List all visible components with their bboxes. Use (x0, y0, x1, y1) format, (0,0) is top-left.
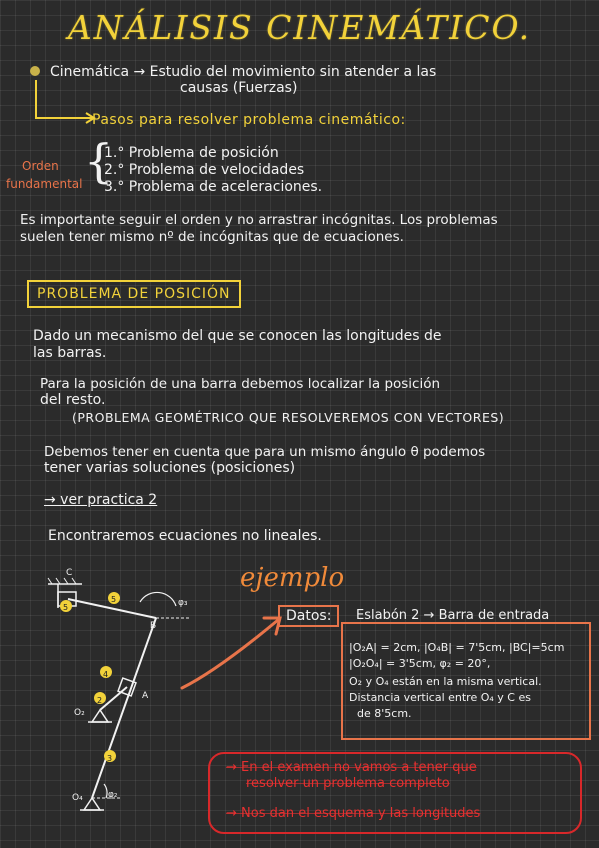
para4: Encontraremos ecuaciones no lineales. (48, 528, 322, 544)
warning-line-1: → En el examen no vamos a tener que (226, 760, 477, 775)
datos-line-2: |O₂O₄| = 3'5cm, φ₂ = 20°, (349, 657, 491, 670)
note-line-2: suelen tener mismo nº de incógnitas que de ecuaciones. (20, 229, 404, 245)
step-2: 2.° Problema de velocidades (104, 162, 305, 178)
step-1: 1.° Problema de posición (104, 145, 279, 161)
para2-line-3: (PROBLEMA GEOMÉTRICO QUE RESOLVEREMOS CON VECTORES) (72, 410, 505, 425)
label-phi3: φ₃ (178, 598, 188, 608)
para1-line-2: las barras. (33, 345, 107, 361)
label-a: A (142, 691, 149, 701)
num-4: 4 (103, 670, 109, 679)
warning-line-2: resolver un problema completo (246, 776, 450, 791)
l-arrow-icon (30, 78, 100, 128)
num-3: 3 (107, 754, 113, 763)
para1-line-1: Dado un mecanismo del que se conocen las longitudes de (33, 328, 442, 344)
label-o4: O₄ (72, 793, 83, 803)
label-o2: O₂ (74, 708, 85, 718)
curved-arrow-icon (178, 600, 288, 695)
para3-line-1: Debemos tener en cuenta que para un mismo ángulo θ podemos (44, 444, 486, 460)
page-title: ANÁLISIS CINEMÁTICO. (67, 8, 532, 47)
pasos-heading: Pasos para resolver problema cinemático: (92, 112, 406, 128)
label-b: B (150, 621, 157, 631)
datos-line-3: O₂ y O₄ están en la misma vertical. (349, 675, 542, 688)
datos-header: Datos: (278, 605, 339, 627)
intro-line-2: causas (Fuerzas) (180, 80, 298, 96)
note-line-1: Es importante seguir el orden y no arrastrar incógnitas. Los problemas (20, 212, 498, 228)
orden-label-2: fundamental (6, 177, 83, 191)
datos-line-5: de 8'5cm. (357, 707, 412, 720)
intro-line-1: Cinemática → Estudio del movimiento sin atender a las (50, 64, 437, 80)
warning-line-3: → Nos dan el esquema y las longitudes (226, 806, 481, 821)
para3-line-2: tener varias soluciones (posiciones) (44, 460, 296, 476)
num-2: 2 (97, 696, 103, 705)
num-5a: 5 (63, 603, 69, 612)
ejemplo-heading: ejemplo (240, 563, 345, 593)
datos-line-1: |O₂A| = 2cm, |O₄B| = 7'5cm, |BC|=5cm (349, 641, 565, 654)
datos-line-4: Distancia vertical entre O₄ y C es (349, 691, 531, 704)
section-title: PROBLEMA DE POSICIÓN (27, 280, 241, 308)
para2-line-1: Para la posición de una barra debemos localizar la posición (40, 376, 441, 392)
step-3: 3.° Problema de aceleraciones. (104, 179, 323, 195)
label-phi2: φ₂ (108, 790, 118, 800)
bullet-dot (30, 66, 40, 76)
datos-subtitle: Eslabón 2 → Barra de entrada (356, 608, 550, 623)
label-c: C (66, 568, 73, 578)
num-5b: 5 (111, 595, 117, 604)
para2-line-2: del resto. (40, 392, 106, 408)
left-brace: { (84, 134, 114, 188)
orden-label-1: Orden (22, 159, 59, 173)
ver-practica-link[interactable]: → ver practica 2 (44, 492, 158, 508)
